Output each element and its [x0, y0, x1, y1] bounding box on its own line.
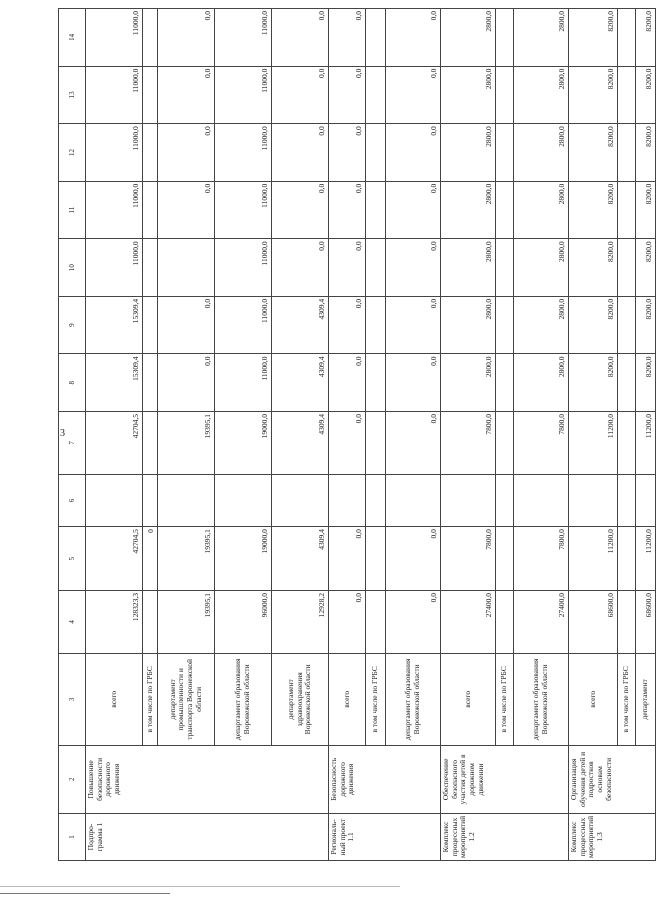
value-cell: 128323,3 — [86, 590, 143, 653]
value-cell — [143, 474, 158, 526]
value-cell: 11000,0 — [86, 66, 143, 124]
value-cell: 19395,1 — [158, 527, 215, 591]
funding-source-cell: всего — [86, 653, 143, 745]
value-cell: 2800,0 — [441, 66, 496, 124]
value-cell: 0,0 — [158, 9, 215, 67]
value-cell: 2800,0 — [441, 9, 496, 67]
value-cell — [366, 412, 386, 475]
value-cell: 2800,0 — [514, 354, 569, 412]
value-cell: 0,0 — [329, 181, 366, 239]
table-row — [441, 9, 496, 861]
value-cell: 19000,0 — [215, 527, 272, 591]
header-cell: 10 — [59, 239, 86, 297]
value-cell: 11200,0 — [636, 412, 656, 475]
header-cell: 13 — [59, 66, 86, 124]
footer-rule — [0, 886, 400, 887]
funding-source-cell: в том числе по ГРБС — [618, 653, 636, 745]
value-cell: 12928,2 — [272, 590, 329, 653]
table-row — [569, 9, 618, 861]
value-cell: 2800,0 — [514, 181, 569, 239]
value-cell: 11000,0 — [215, 354, 272, 412]
header-cell: 7 — [59, 412, 86, 475]
value-cell: 11000,0 — [86, 124, 143, 182]
header-cell: 4 — [59, 590, 86, 653]
value-cell — [496, 181, 514, 239]
header-cell: 12 — [59, 124, 86, 182]
value-cell: 11000,0 — [215, 66, 272, 124]
program-code-cell: Региональ-ный проект 1.1 — [329, 813, 441, 860]
value-cell — [366, 354, 386, 412]
value-cell: 0,0 — [386, 354, 441, 412]
header-cell: 1 — [59, 813, 86, 860]
value-cell: 0,0 — [329, 527, 366, 591]
value-cell: 0,0 — [386, 239, 441, 297]
value-cell: 8200,0 — [569, 66, 618, 124]
program-name-cell: Организация обучения детей и подростков основам безопасности — [569, 745, 656, 813]
program-code-cell: Комплекс процессных мероприятий 1.3 — [569, 813, 656, 860]
header-cell: 14 — [59, 9, 86, 67]
funding-source-cell: всего — [441, 653, 496, 745]
funding-source-cell: всего — [329, 653, 366, 745]
value-cell: 7800,0 — [514, 412, 569, 475]
value-cell — [215, 474, 272, 526]
value-cell — [366, 590, 386, 653]
value-cell: 2800,0 — [441, 181, 496, 239]
header-cell: 3 — [59, 653, 86, 745]
program-name-cell: Безопасность дорожного движения — [329, 745, 441, 813]
value-cell: 8200,0 — [569, 296, 618, 354]
value-cell: 11000,0 — [215, 181, 272, 239]
value-cell — [143, 296, 158, 354]
header-cell: 9 — [59, 296, 86, 354]
header-cell: 2 — [59, 745, 86, 813]
value-cell — [514, 474, 569, 526]
value-cell — [143, 412, 158, 475]
value-cell: 0,0 — [329, 590, 366, 653]
value-cell — [496, 474, 514, 526]
program-code-cell: Подпро-грамма 1 — [86, 813, 329, 860]
funding-source-cell: департамент — [636, 653, 656, 745]
value-cell — [366, 296, 386, 354]
table-row — [86, 9, 143, 861]
value-cell — [143, 590, 158, 653]
value-cell: 4309,4 — [272, 354, 329, 412]
value-cell: 19395,1 — [158, 412, 215, 475]
value-cell: 8200,0 — [636, 181, 656, 239]
value-cell: 4309,4 — [272, 296, 329, 354]
value-cell: 11000,0 — [215, 124, 272, 182]
funding-source-cell: департамент образования Воронежской области — [386, 653, 441, 745]
value-cell: 11000,0 — [215, 296, 272, 354]
value-cell: 0,0 — [386, 590, 441, 653]
table-row — [514, 9, 569, 861]
value-cell — [618, 239, 636, 297]
value-cell — [143, 181, 158, 239]
value-cell: 15309,4 — [86, 354, 143, 412]
value-cell — [496, 239, 514, 297]
value-cell — [618, 9, 636, 67]
footnote-rule — [0, 893, 170, 894]
value-cell: 8200,0 — [636, 239, 656, 297]
program-code-cell: Комплекс процессных мероприятий 1.2 — [441, 813, 569, 860]
table-row — [215, 9, 272, 861]
value-cell — [618, 124, 636, 182]
value-cell: 0 — [143, 527, 158, 591]
value-cell: 0,0 — [386, 296, 441, 354]
value-cell: 8200,0 — [636, 296, 656, 354]
value-cell — [329, 474, 366, 526]
value-cell: 0,0 — [329, 354, 366, 412]
program-name-cell: Повышение безопасности дорожного движения — [86, 745, 329, 813]
value-cell — [366, 124, 386, 182]
value-cell: 0,0 — [329, 124, 366, 182]
value-cell: 96000,0 — [215, 590, 272, 653]
value-cell: 2800,0 — [441, 124, 496, 182]
header-row — [59, 9, 86, 861]
value-cell — [158, 239, 215, 297]
value-cell: 8200,0 — [569, 124, 618, 182]
value-cell: 7800,0 — [441, 527, 496, 591]
value-cell: 8200,0 — [636, 354, 656, 412]
table-row — [329, 9, 366, 861]
value-cell: 11000,0 — [86, 239, 143, 297]
value-cell — [86, 474, 143, 526]
table-row — [366, 9, 386, 861]
table-row — [636, 9, 656, 861]
value-cell — [143, 124, 158, 182]
funding-source-cell: департамент образования Воронежской области — [215, 653, 272, 745]
budget-table — [58, 8, 656, 861]
value-cell: 2800,0 — [441, 239, 496, 297]
funding-source-cell: в том числе по ГРБС — [143, 653, 158, 745]
table-row — [386, 9, 441, 861]
funding-source-cell: всего — [569, 653, 618, 745]
value-cell: 2800,0 — [441, 296, 496, 354]
value-cell: 0,0 — [158, 296, 215, 354]
value-cell: 8200,0 — [636, 124, 656, 182]
value-cell — [366, 474, 386, 526]
value-cell: 8200,0 — [636, 66, 656, 124]
value-cell — [618, 296, 636, 354]
value-cell: 2800,0 — [441, 354, 496, 412]
value-cell: 0,0 — [329, 66, 366, 124]
funding-source-cell: в том числе по ГРБС — [366, 653, 386, 745]
value-cell — [366, 239, 386, 297]
value-cell: 8200,0 — [569, 354, 618, 412]
value-cell: 27400,0 — [514, 590, 569, 653]
value-cell — [618, 590, 636, 653]
value-cell: 0,0 — [386, 124, 441, 182]
value-cell — [496, 354, 514, 412]
value-cell: 0,0 — [272, 124, 329, 182]
funding-source-cell: департамент промышленности и транспорта Воронежской области — [158, 653, 215, 745]
value-cell: 7800,0 — [514, 527, 569, 591]
value-cell — [636, 474, 656, 526]
value-cell — [143, 354, 158, 412]
value-cell: 19000,0 — [215, 412, 272, 475]
value-cell: 0,0 — [158, 181, 215, 239]
program-name-cell: Обеспечение безопасного участия детей в дорожном движении — [441, 745, 569, 813]
value-cell — [569, 474, 618, 526]
table-row — [143, 9, 158, 861]
rotated-table-wrapper — [58, 8, 654, 861]
value-cell: 0,0 — [386, 527, 441, 591]
value-cell: 0,0 — [386, 66, 441, 124]
value-cell — [496, 9, 514, 67]
value-cell: 11000,0 — [86, 181, 143, 239]
value-cell: 0,0 — [386, 181, 441, 239]
table-row — [496, 9, 514, 861]
value-cell — [496, 412, 514, 475]
value-cell: 8200,0 — [569, 181, 618, 239]
funding-source-cell: департамент здравоохранения Воронежской области — [272, 653, 329, 745]
value-cell — [496, 296, 514, 354]
value-cell — [618, 66, 636, 124]
value-cell — [496, 590, 514, 653]
value-cell: 0,0 — [272, 66, 329, 124]
page-number: 3 — [60, 428, 65, 439]
value-cell — [158, 474, 215, 526]
value-cell — [366, 66, 386, 124]
value-cell: 4309,4 — [272, 527, 329, 591]
value-cell: 15309,4 — [86, 296, 143, 354]
value-cell — [366, 9, 386, 67]
value-cell: 68600,0 — [569, 590, 618, 653]
value-cell: 11200,0 — [569, 412, 618, 475]
value-cell: 0,0 — [329, 9, 366, 67]
header-cell: 11 — [59, 181, 86, 239]
value-cell: 0,0 — [272, 181, 329, 239]
value-cell — [496, 527, 514, 591]
value-cell: 2800,0 — [514, 239, 569, 297]
value-cell: 0,0 — [158, 66, 215, 124]
value-cell: 0,0 — [158, 124, 215, 182]
value-cell: 11200,0 — [636, 527, 656, 591]
value-cell: 68600,0 — [636, 590, 656, 653]
value-cell: 7800,0 — [441, 412, 496, 475]
value-cell — [496, 124, 514, 182]
header-cell: 6 — [59, 474, 86, 526]
value-cell — [366, 527, 386, 591]
value-cell — [618, 527, 636, 591]
value-cell — [272, 474, 329, 526]
value-cell — [441, 474, 496, 526]
header-cell: 8 — [59, 354, 86, 412]
value-cell — [143, 239, 158, 297]
value-cell: 42704,5 — [86, 412, 143, 475]
table-row — [158, 9, 215, 861]
value-cell: 4309,4 — [272, 412, 329, 475]
value-cell: 0,0 — [272, 9, 329, 67]
value-cell: 0,0 — [329, 239, 366, 297]
value-cell: 27400,0 — [441, 590, 496, 653]
header-cell: 5 — [59, 527, 86, 591]
value-cell: 11000,0 — [215, 239, 272, 297]
value-cell — [496, 66, 514, 124]
value-cell — [143, 66, 158, 124]
value-cell: 11000,0 — [86, 9, 143, 67]
value-cell — [386, 474, 441, 526]
value-cell: 8200,0 — [636, 9, 656, 67]
funding-source-cell: департамент образования Воронежской области — [514, 653, 569, 745]
value-cell: 19395,1 — [158, 590, 215, 653]
value-cell: 8200,0 — [569, 239, 618, 297]
value-cell: 0,0 — [386, 9, 441, 67]
value-cell: 2800,0 — [514, 9, 569, 67]
value-cell: 11000,0 — [215, 9, 272, 67]
value-cell — [618, 181, 636, 239]
value-cell: 0,0 — [158, 354, 215, 412]
table-row — [272, 9, 329, 861]
value-cell — [366, 181, 386, 239]
value-cell — [618, 474, 636, 526]
value-cell: 0,0 — [386, 412, 441, 475]
value-cell: 2800,0 — [514, 66, 569, 124]
value-cell: 2800,0 — [514, 296, 569, 354]
value-cell: 42704,5 — [86, 527, 143, 591]
value-cell: 0,0 — [272, 239, 329, 297]
value-cell — [143, 9, 158, 67]
table-row — [618, 9, 636, 861]
value-cell: 2800,0 — [514, 124, 569, 182]
value-cell: 0,0 — [329, 412, 366, 475]
value-cell: 8200,0 — [569, 9, 618, 67]
value-cell: 11200,0 — [569, 527, 618, 591]
value-cell: 0,0 — [329, 296, 366, 354]
value-cell — [618, 412, 636, 475]
value-cell — [618, 354, 636, 412]
funding-source-cell: в том числе по ГРБС — [496, 653, 514, 745]
